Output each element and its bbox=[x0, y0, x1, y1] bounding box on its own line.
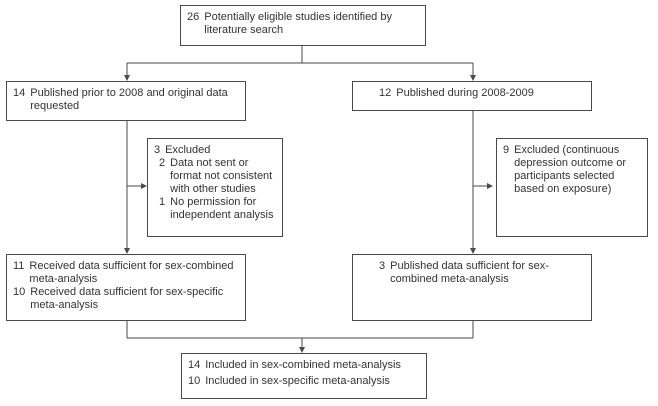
label: Included in sex-combined meta-analysis bbox=[205, 359, 401, 371]
count: 12 bbox=[379, 87, 392, 99]
box-published-2008-2009 bbox=[352, 81, 592, 111]
count: 1 bbox=[159, 196, 166, 208]
label: Received data sufficient for sex-combined meta-analysis bbox=[29, 260, 234, 285]
label: Excluded (continuous depression outcome or participants selected based on exposure) bbox=[514, 144, 627, 195]
label: Published prior to 2008 and original data requested bbox=[30, 87, 228, 112]
label: Potentially eligible studies identified by literature search bbox=[204, 11, 392, 36]
label: Included in sex-specific meta-analysis bbox=[205, 375, 390, 387]
count: 9 bbox=[503, 144, 510, 156]
box-included bbox=[181, 353, 427, 399]
label: Published data sufficient for sex-combined meta-analysis bbox=[390, 260, 549, 285]
box-right-excluded bbox=[496, 138, 648, 237]
count: 10 bbox=[188, 375, 201, 387]
count: 14 bbox=[188, 359, 201, 371]
box-left-excluded bbox=[147, 138, 283, 237]
label: No permission for independent analysis bbox=[170, 196, 274, 221]
box-published-prior-2008 bbox=[6, 81, 246, 121]
label: Published during 2008-2009 bbox=[396, 87, 534, 99]
count: 14 bbox=[13, 87, 26, 99]
count: 3 bbox=[379, 260, 386, 272]
count: 11 bbox=[13, 260, 25, 272]
label: Data not sent or format not consistent with other studies bbox=[170, 157, 273, 195]
count: 2 bbox=[159, 157, 166, 169]
count: 10 bbox=[13, 286, 26, 298]
box-identified bbox=[180, 5, 426, 46]
box-right-result bbox=[352, 254, 592, 321]
count: 26 bbox=[187, 11, 200, 23]
count: 3 bbox=[154, 144, 161, 156]
box-left-result bbox=[6, 254, 246, 321]
label: Received data sufficient for sex-specific meta-analysis bbox=[30, 286, 224, 311]
label: Excluded bbox=[165, 144, 211, 156]
